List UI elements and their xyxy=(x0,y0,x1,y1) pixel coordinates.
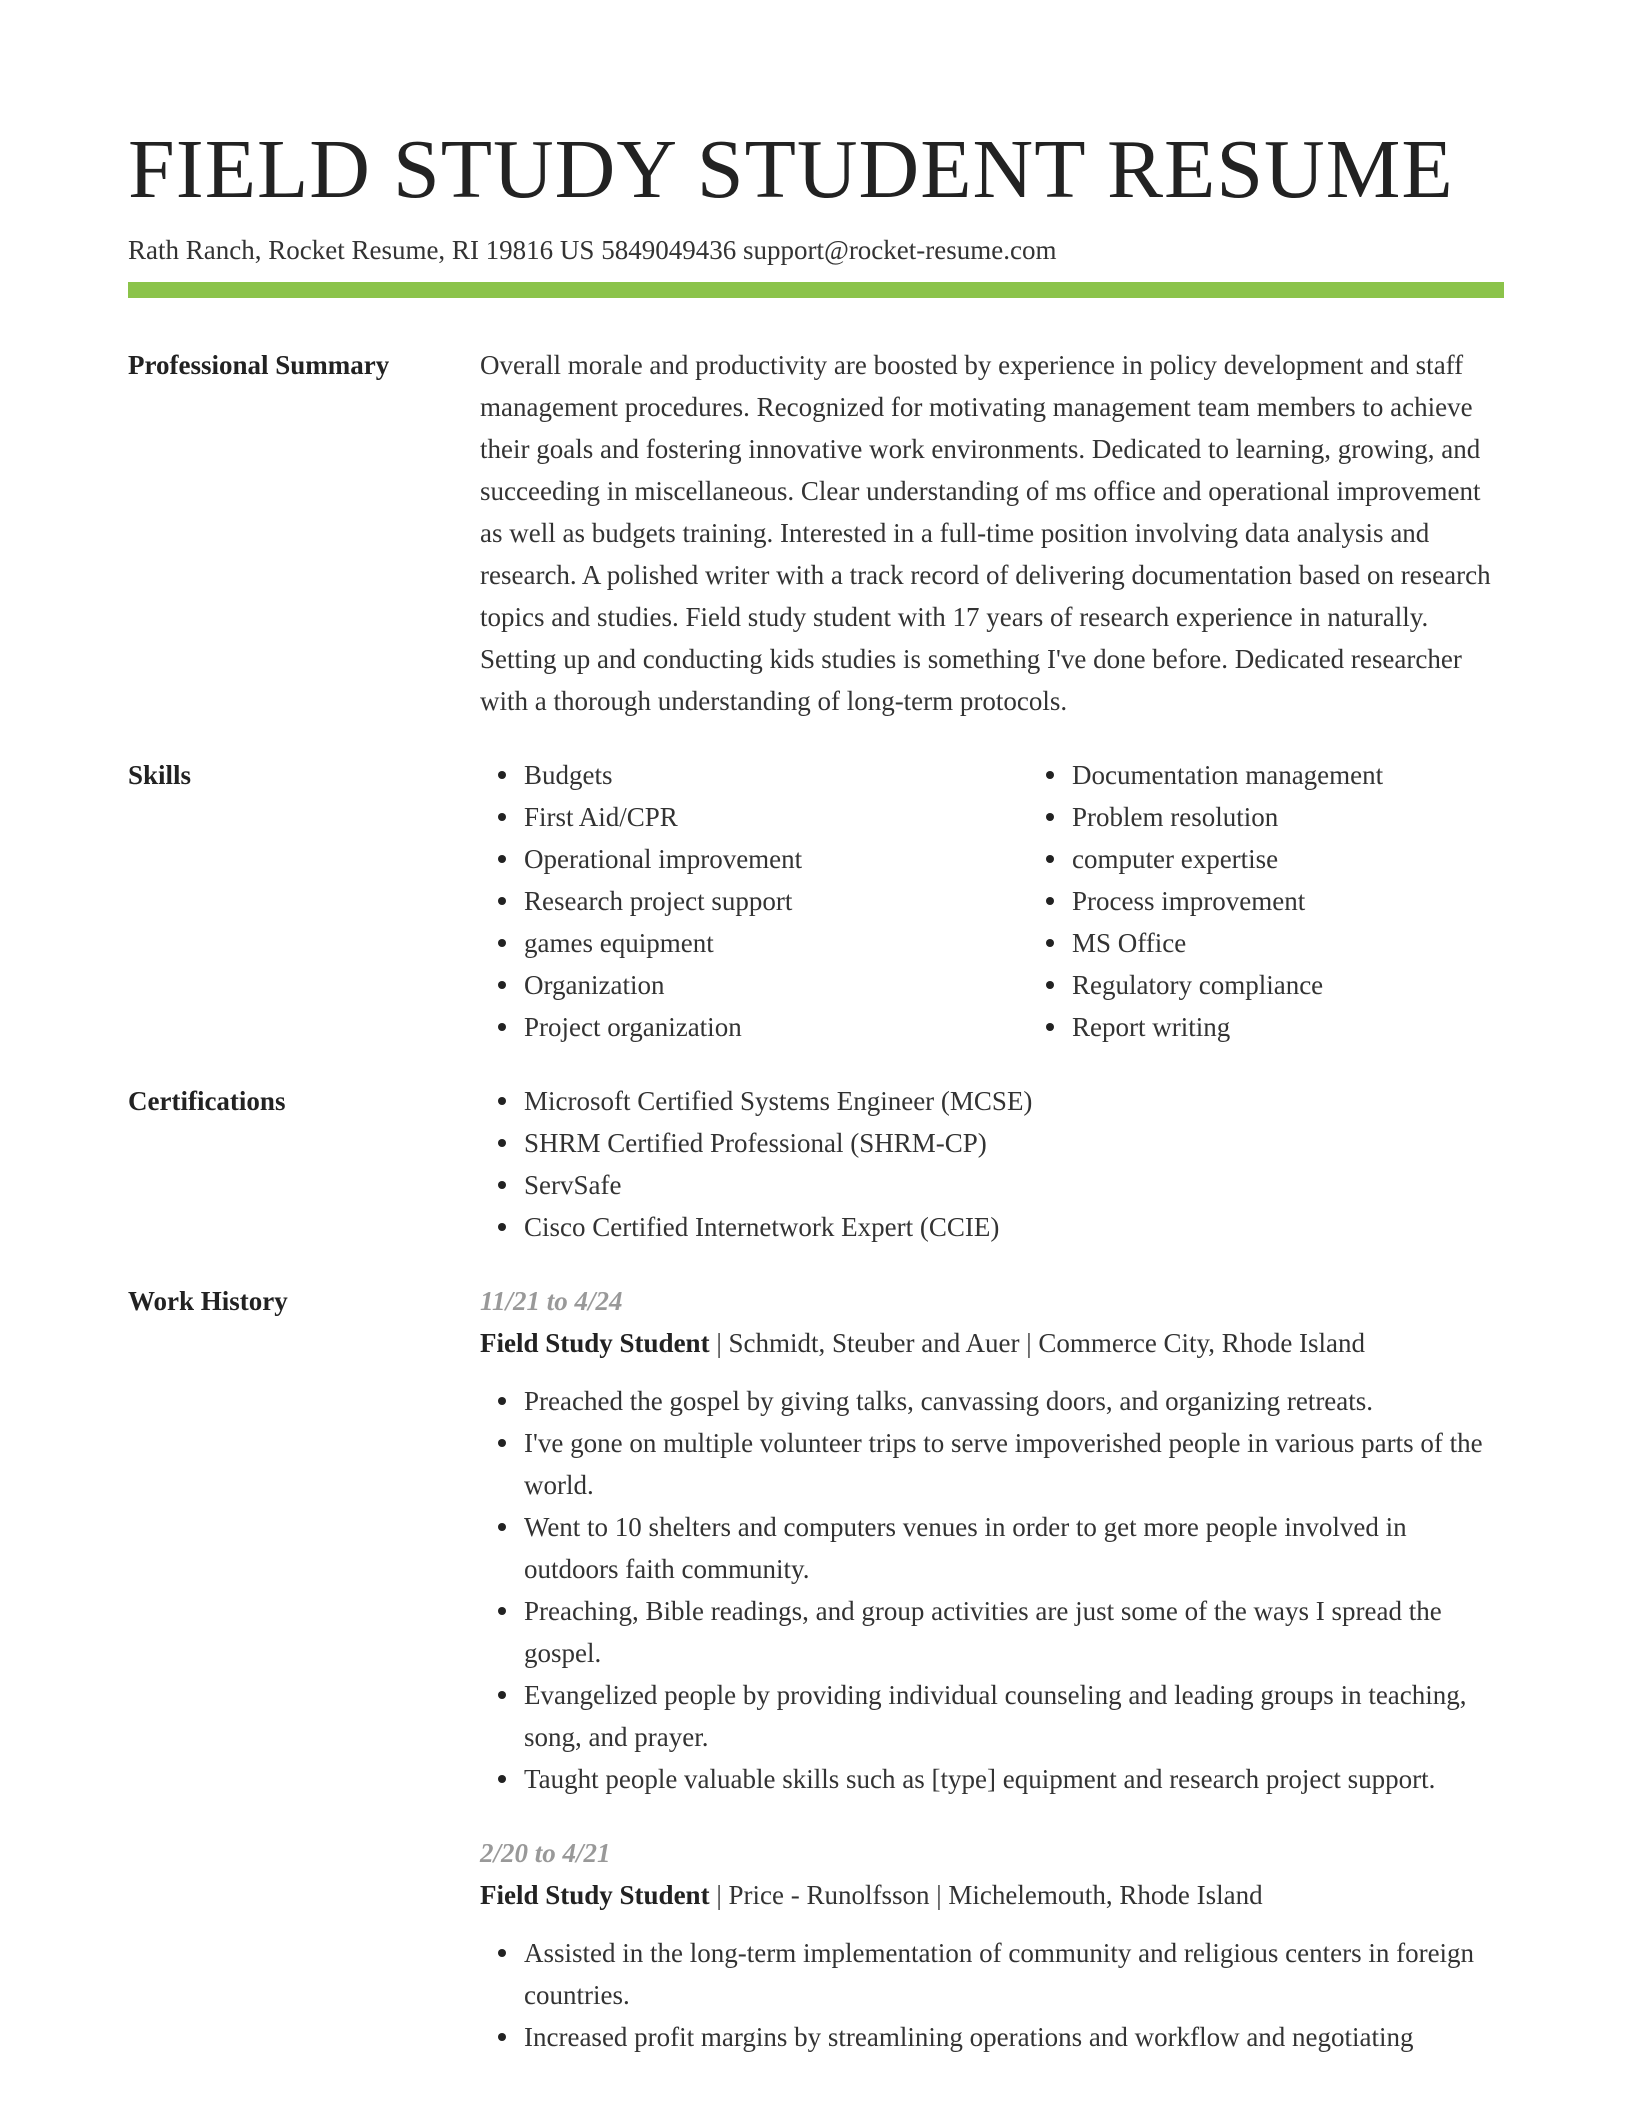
job-duty-item: I've gone on multiple volunteer trips to serve impoverished people in various parts of the world. xyxy=(524,1422,1504,1506)
skill-item: Organization xyxy=(524,964,1028,1006)
job-heading xyxy=(480,1874,1504,1916)
contact-address: Rath Ranch, Rocket Resume, RI 19816 US xyxy=(128,235,595,265)
job-duty-item: Evangelized people by providing individual counseling and leading groups in teaching, song, and prayer. xyxy=(524,1674,1504,1758)
skills-list-left xyxy=(480,754,1028,1048)
section-label-work-history: Work History xyxy=(128,1286,288,1316)
job-duties-list xyxy=(480,1932,1504,2058)
skill-item: Documentation management xyxy=(1072,754,1504,796)
separator: | xyxy=(1019,1328,1039,1358)
job-dates: 2/20 to 4/21 xyxy=(480,1838,611,1868)
section-label-skills: Skills xyxy=(128,760,192,790)
job-duty-item: Increased profit margins by streamlining operations and workflow and negotiating xyxy=(524,2016,1504,2058)
section-label-certifications: Certifications xyxy=(128,1086,286,1116)
skill-item: games equipment xyxy=(524,922,1028,964)
contact-line xyxy=(128,232,1504,268)
separator: | xyxy=(709,1328,729,1358)
job-entry xyxy=(480,1280,1504,1800)
certifications-section xyxy=(128,1080,1504,1248)
skills-columns xyxy=(480,754,1504,1048)
certifications-body xyxy=(480,1080,1504,1248)
skill-item: First Aid/CPR xyxy=(524,796,1028,838)
job-company: Schmidt, Steuber and Auer xyxy=(728,1328,1020,1358)
skill-item: Project organization xyxy=(524,1006,1028,1048)
certification-item: ServSafe xyxy=(524,1164,1504,1206)
resume-title: FIELD STUDY STUDENT RESUME xyxy=(128,123,1454,216)
contact-phone: 5849049436 xyxy=(601,235,737,265)
summary-section xyxy=(128,344,1504,722)
job-location: Michelemouth, Rhode Island xyxy=(948,1880,1263,1910)
skills-list-right xyxy=(1028,754,1504,1048)
separator: | xyxy=(709,1880,729,1910)
job-duty-item: Preaching, Bible readings, and group activities are just some of the ways I spread the gospel. xyxy=(524,1590,1504,1674)
job-duty-item: Went to 10 shelters and computers venues in order to get more people involved in outdoors faith community. xyxy=(524,1506,1504,1590)
work-history-section xyxy=(128,1280,1504,2058)
skill-item: Process improvement xyxy=(1072,880,1504,922)
job-duty-item: Assisted in the long-term implementation of community and religious centers in foreign countries. xyxy=(524,1932,1504,2016)
skills-section xyxy=(128,754,1504,1048)
separator: | xyxy=(929,1880,949,1910)
section-label-summary: Professional Summary xyxy=(128,350,390,380)
job-duty-item: Taught people valuable skills such as [type] equipment and research project support. xyxy=(524,1758,1504,1800)
certification-item: SHRM Certified Professional (SHRM-CP) xyxy=(524,1122,1504,1164)
job-entry xyxy=(480,1832,1504,2058)
skills-body xyxy=(480,754,1504,1048)
header-divider xyxy=(128,282,1504,298)
job-company: Price - Runolfsson xyxy=(728,1880,930,1910)
skill-item: Report writing xyxy=(1072,1006,1504,1048)
job-duty-item: Preached the gospel by giving talks, canvassing doors, and organizing retreats. xyxy=(524,1380,1504,1422)
skill-item: Operational improvement xyxy=(524,838,1028,880)
certifications-list xyxy=(480,1080,1504,1248)
certification-item: Cisco Certified Internetwork Expert (CCIE) xyxy=(524,1206,1504,1248)
job-dates: 11/21 to 4/24 xyxy=(480,1286,623,1316)
skill-item: Budgets xyxy=(524,754,1028,796)
contact-email: support@rocket-resume.com xyxy=(742,235,1057,265)
job-title: Field Study Student xyxy=(480,1880,710,1910)
skill-item: MS Office xyxy=(1072,922,1504,964)
work-history-body xyxy=(480,1280,1504,2058)
skill-item: computer expertise xyxy=(1072,838,1504,880)
job-title: Field Study Student xyxy=(480,1328,710,1358)
skill-item: Regulatory compliance xyxy=(1072,964,1504,1006)
job-location: Commerce City, Rhode Island xyxy=(1038,1328,1366,1358)
summary-body xyxy=(480,344,1504,722)
summary-text: Overall morale and productivity are boosted by experience in policy development and staff management procedures. Recognized for motivating management team members to achieve their goals and fostering innovative work environments. Dedicated to learning, growing, and succeeding in miscellaneous. Clear understanding of ms office and operational improvement as well as budgets training. Interested in a full-time position involving data analysis and research. A polished writer with a track record of delivering documentation based on research topics and studies. Field study student with 17 years of research experience in naturally. Setting up and conducting kids studies is something I've done before. Dedicated researcher with a thorough understanding of long-term protocols. xyxy=(480,350,1491,716)
skill-item: Research project support xyxy=(524,880,1028,922)
job-duties-list xyxy=(480,1380,1504,1800)
job-heading xyxy=(480,1322,1504,1364)
skill-item: Problem resolution xyxy=(1072,796,1504,838)
resume-page xyxy=(128,120,1504,2058)
certification-item: Microsoft Certified Systems Engineer (MCSE) xyxy=(524,1080,1504,1122)
